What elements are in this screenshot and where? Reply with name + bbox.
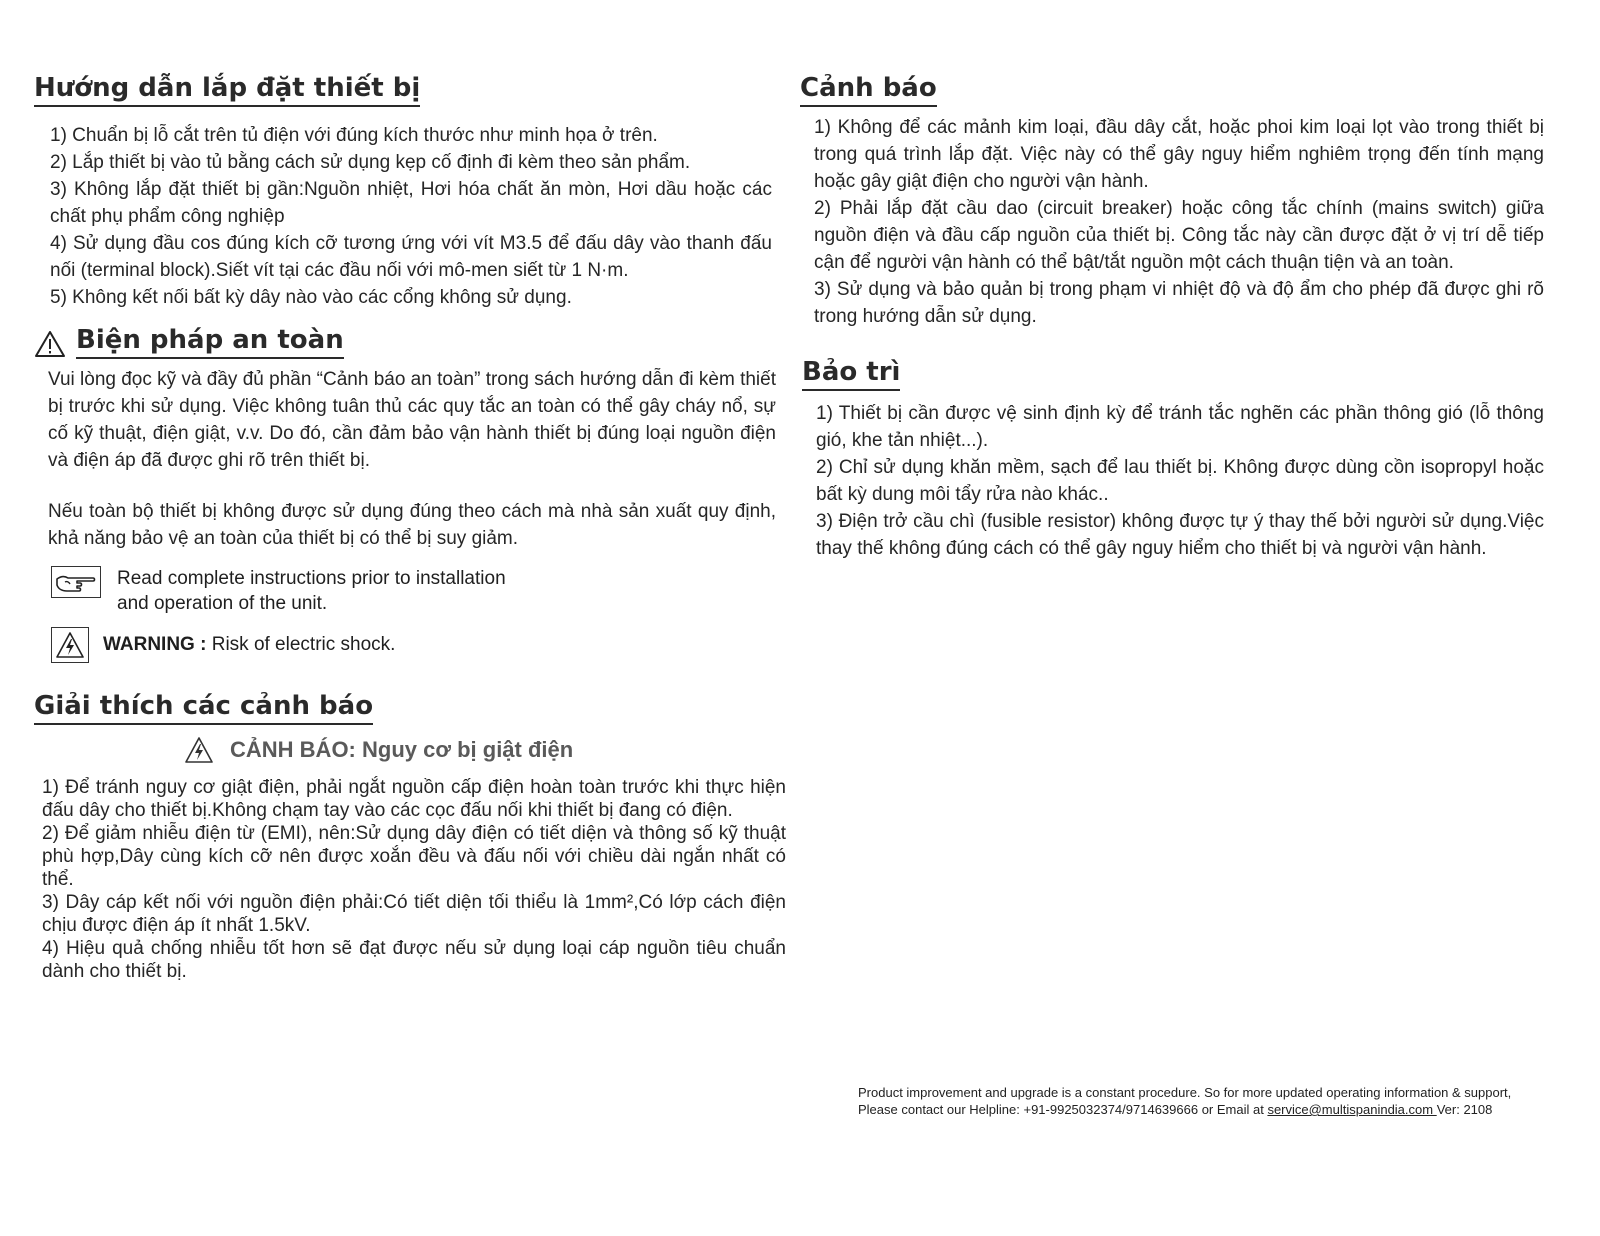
installation-list bbox=[50, 122, 772, 311]
warning-heading: Cảnh báo bbox=[800, 72, 937, 107]
safety-paragraph-1: Vui lòng đọc kỹ và đầy đủ phần “Cảnh báo an toàn” trong sách hướng dẫn đi kèm thiết bị trước khi sử dụng. Việc không tuân thủ các quy tắc an toàn có thể gây cháy nổ, sự cố kỹ thuật, điện giật, v.v. Do đó, cần đảm bảo vận hành thiết bị đúng loại nguồn điện và điện áp đã được ghi rõ trên thiết bị. bbox=[48, 369, 776, 471]
installation-heading: Hướng dẫn lắp đặt thiết bị bbox=[34, 72, 420, 107]
explanation-heading: Giải thích các cảnh báo bbox=[34, 690, 373, 725]
support-email-link[interactable]: service@multispanindia.com bbox=[1267, 1102, 1437, 1117]
warning-text: Risk of electric shock. bbox=[206, 634, 396, 655]
caution-triangle-icon bbox=[34, 330, 66, 358]
list-item: 3) Dây cáp kết nối với nguồn điện phải:Có tiết diện tối thiểu là 1mm²,Có lớp cách điện chịu được điện áp ít nhất 1.5kV. bbox=[42, 892, 786, 936]
pointing-hand-icon bbox=[51, 566, 101, 598]
subtitle-text: CẢNH BÁO: Nguy cơ bị giật điện bbox=[230, 737, 574, 762]
read-line-1: Read complete instructions prior to installation bbox=[117, 568, 506, 589]
list-item: 1) Để tránh nguy cơ giật điện, phải ngắt nguồn cấp điện hoàn toàn trước khi thực hiện đấu dây cho thiết bị.Không chạm tay vào các cọc đấu nối khi thiết bị đang có điện. bbox=[42, 777, 786, 821]
list-item: 1) Chuẩn bị lỗ cắt trên tủ điện với đúng kích thước như minh họa ở trên. bbox=[50, 125, 658, 146]
explanation-subtitle bbox=[184, 736, 573, 764]
list-item: 3) Không lắp đặt thiết bị gần:Nguồn nhiệt, Hơi hóa chất ăn mòn, Hơi dầu hoặc các chất phụ phẩm công nghiệp bbox=[50, 179, 772, 227]
list-item: 2) Chỉ sử dụng khăn mềm, sạch để lau thiết bị. Không được dùng cồn isopropyl hoặc bất kỳ dung môi tẩy rửa nào khác.. bbox=[816, 457, 1544, 505]
footer-helpline: Please contact our Helpline: +91-9925032374/9714639666 or Email at bbox=[858, 1102, 1268, 1117]
maintenance-heading: Bảo trì bbox=[802, 356, 900, 391]
electric-shock-icon bbox=[51, 627, 89, 663]
list-item: 2) Phải lắp đặt cầu dao (circuit breaker) hoặc công tắc chính (mains switch) giữa nguồn điện và đầu cấp nguồn của thiết bị. Công tắc này cần được đặt ở vị trí dễ tiếp cận để người vận hành có thể bật/tắt nguồn một cách thuận tiện và an toàn. bbox=[814, 198, 1544, 273]
safety-paragraph-2: Nếu toàn bộ thiết bị không được sử dụng đúng theo cách mà nhà sản xuất quy định, khả năng bảo vệ an toàn của thiết bị có thể bị suy giảm. bbox=[48, 501, 776, 549]
footer-line-2 bbox=[858, 1101, 1511, 1118]
read-instructions-note bbox=[51, 566, 506, 616]
list-item: 4) Hiệu quả chống nhiễu tốt hơn sẽ đạt được nếu sử dụng loại cáp nguồn tiêu chuẩn dành cho thiết bị. bbox=[42, 938, 786, 982]
safety-heading: Biện pháp an toàn bbox=[76, 324, 344, 359]
list-item: 4) Sử dụng đầu cos đúng kích cỡ tương ứng với vít M3.5 để đấu dây vào thanh đấu nối (terminal block).Siết vít tại các đầu nối với mô-men siết từ 1 N·m. bbox=[50, 233, 772, 281]
list-item: 1) Thiết bị cần được vệ sinh định kỳ để tránh tắc nghẽn các phần thông gió (lỗ thông gió, khe tản nhiệt...). bbox=[816, 403, 1544, 451]
maintenance-list bbox=[816, 400, 1544, 562]
list-item: 3) Sử dụng và bảo quản bị trong phạm vi nhiệt độ và độ ẩm cho phép đã được ghi rõ trong hướng dẫn sử dụng. bbox=[814, 279, 1544, 327]
list-item: 1) Không để các mảnh kim loại, đầu dây cắt, hoặc phoi kim loại lọt vào trong thiết bị trong quá trình lắp đặt. Việc này có thể gây nguy hiểm nghiêm trọng đến tính mạng hoặc gây giật điện cho người vận hành. bbox=[814, 117, 1544, 192]
footer-note bbox=[858, 1084, 1511, 1118]
read-line-2: and operation of the unit. bbox=[117, 593, 328, 614]
electric-shock-icon bbox=[184, 736, 214, 764]
list-item: 5) Không kết nối bất kỳ dây nào vào các cổng không sử dụng. bbox=[50, 287, 572, 308]
warning-list bbox=[814, 114, 1544, 330]
footer-version: Ver: 2108 bbox=[1436, 1102, 1493, 1117]
explanation-list bbox=[42, 776, 786, 983]
footer-line-1: Product improvement and upgrade is a constant procedure. So for more updated operating information & support, bbox=[858, 1085, 1512, 1100]
electric-shock-warning bbox=[51, 627, 395, 663]
warning-label: WARNING : bbox=[103, 634, 207, 655]
list-item: 2) Lắp thiết bị vào tủ bằng cách sử dụng kẹp cố định đi kèm theo sản phẩm. bbox=[50, 152, 691, 173]
list-item: 2) Để giảm nhiễu điện từ (EMI), nên:Sử dụng dây điện có tiết diện và thông số kỹ thuật phù hợp,Dây cùng kích cỡ nên được xoắn đều và đấu nối với chiều dài ngắn nhất có thể. bbox=[42, 823, 786, 890]
list-item: 3) Điện trở cầu chì (fusible resistor) không được tự ý thay thế bởi người sử dụng.Việc thay thế không đúng cách có thể gây nguy hiểm cho thiết bị và người vận hành. bbox=[816, 511, 1544, 559]
